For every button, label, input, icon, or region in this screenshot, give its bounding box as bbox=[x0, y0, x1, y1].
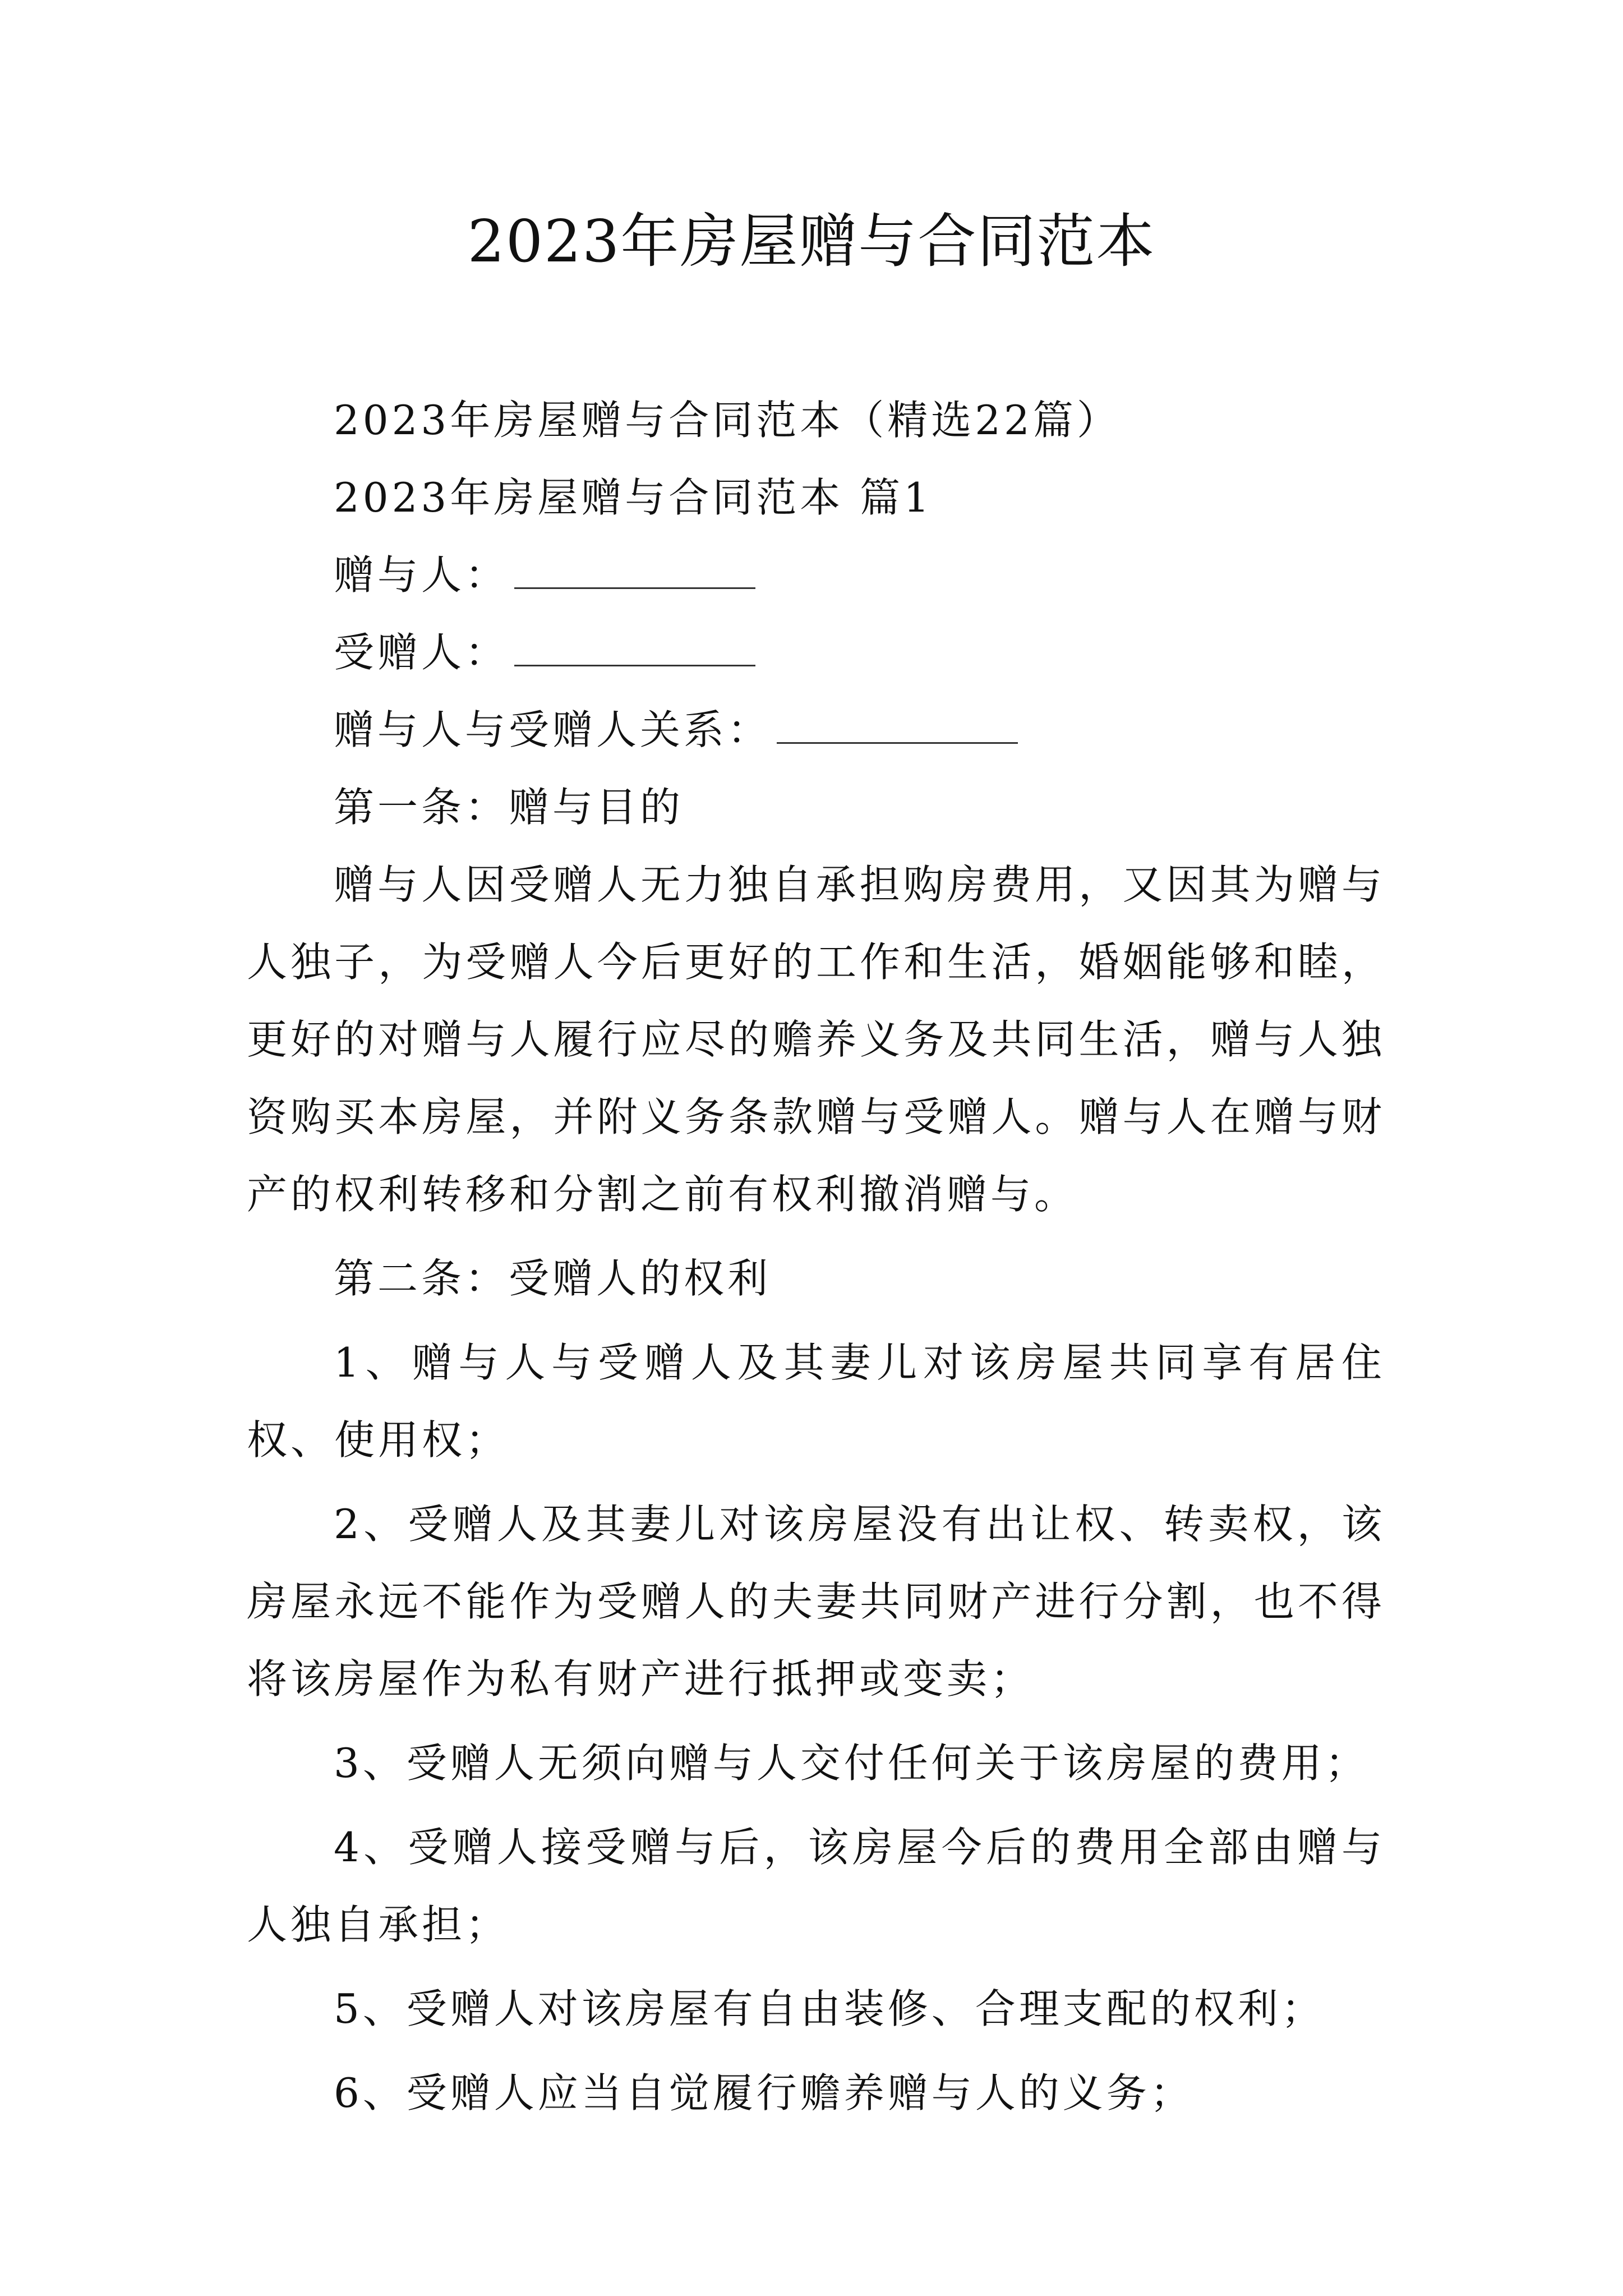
article-1-body: 赠与人因受赠人无力独自承担购房费用，又因其为赠与人独子，为受赠人今后更好的工作和生活，婚姻能够和睦，更好的对赠与人履行应尽的赡养义务及共同生活，赠与人独资购买本房屋，并附义务条款赠与受赠人。赠与人在赠与财产的权利转移和分割之前有权利撤消赠与。 bbox=[247, 861, 1385, 1218]
article-2-item-5: 5、受赠人对该房屋有自由装修、合理支配的权利； bbox=[334, 1985, 1325, 2032]
recipient-line bbox=[247, 614, 1385, 691]
donor-line bbox=[247, 536, 1385, 614]
article-1-heading: 第一条：赠与目的 bbox=[334, 784, 684, 831]
article-2-item-4: 4、受赠人接受赠与后，该房屋今后的费用全部由赠与人独自承担； bbox=[247, 1824, 1385, 1948]
recipient-blank bbox=[514, 624, 755, 666]
article-2-item-2: 2、受赠人及其妻儿对该房屋没有出让权、转卖权，该房屋永远不能作为受赠人的夫妻共同财产进行分割，也不得将该房屋作为私有财产进行抵押或变卖； bbox=[247, 1501, 1385, 1703]
relationship-label: 赠与人与受赠人关系： bbox=[334, 706, 772, 753]
document-title: 2023年房屋赠与合同范本 bbox=[467, 207, 1156, 275]
section-heading: 2023年房屋赠与合同范本 篇1 bbox=[334, 474, 933, 521]
collection-heading: 2023年房屋赠与合同范本（精选22篇） bbox=[334, 397, 1121, 444]
article-2-heading: 第二条：受赠人的权利 bbox=[334, 1255, 772, 1302]
article-2-item-3: 3、受赠人无须向赠与人交付任何关于该房屋的费用； bbox=[334, 1740, 1369, 1787]
donor-label: 赠与人： bbox=[334, 551, 509, 599]
article-2-item-1: 1、赠与人与受赠人及其妻儿对该房屋共同享有居住权、使用权； bbox=[247, 1339, 1385, 1464]
donor-blank bbox=[514, 547, 755, 589]
relationship-line bbox=[247, 691, 1385, 769]
relationship-blank bbox=[777, 702, 1018, 744]
article-2-item-6: 6、受赠人应当自觉履行赡养赠与人的义务； bbox=[334, 2069, 1194, 2116]
recipient-label: 受赠人： bbox=[334, 629, 509, 676]
document-body bbox=[247, 381, 1385, 2132]
